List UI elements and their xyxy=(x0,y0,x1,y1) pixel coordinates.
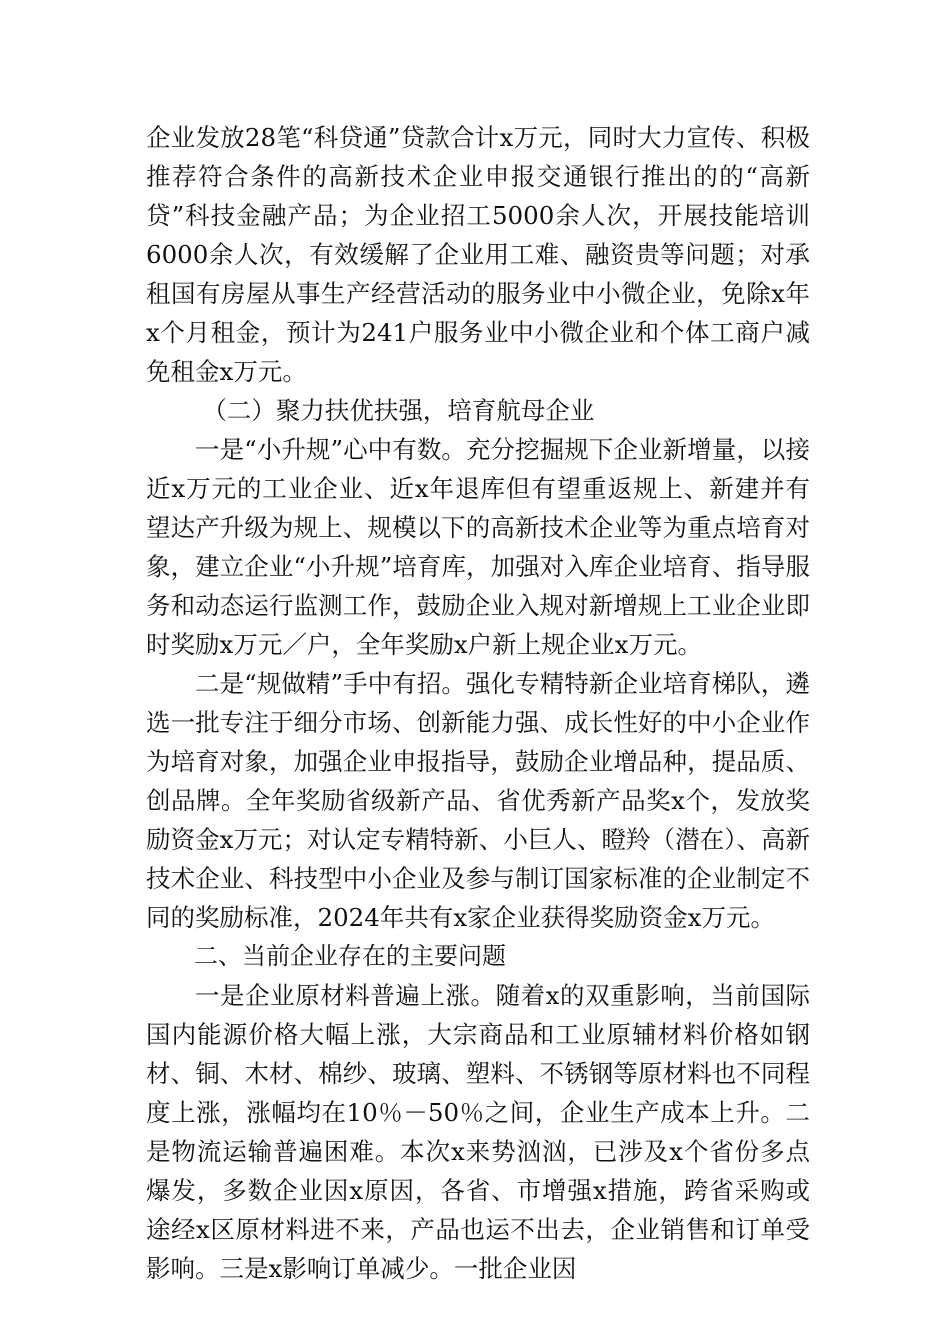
document-body xyxy=(146,118,810,1288)
paragraph-problems: 一是企业原材料普遍上涨。随着x的双重影响，当前国际国内能源价格大幅上涨，大宗商品和工业原辅材料价格如钢材、铜、木材、棉纱、玻璃、塑料、不锈钢等原材料也不同程度上涨，涨幅均在10％－50％之间，企业生产成本上升。二是物流运输普遍困难。本次x来势汹汹，已涉及x个省份多点爆发，多数企业因x原因，各省、市增强x措施，跨省采购或途经x区原材料进不来，产品也运不出去，企业销售和订单受影响。三是x影响订单减少。一批企业因 xyxy=(146,981,810,1283)
paragraph-guizuojing: 二是“规做精”手中有招。强化专精特新企业培育梯队，遴选一批专注于细分市场、创新能力强、成长性好的中小企业作为培育对象，加强企业申报指导，鼓励企业增品种，提品质、创品牌。全年奖励省级新产品、省优秀新产品奖x个，发放奖励资金x万元；对认定专精特新、小巨人、瞪羚（潜在）、高新技术企业、科技型中小企业及参与制订国家标准的企业制定不同的奖励标准，2024年共有x家企业获得奖励资金x万元。 xyxy=(146,669,810,932)
paragraph-continued: 企业发放28笔“科贷通”贷款合计x万元，同时大力宣传、积极推荐符合条件的高新技术企业申报交通银行推出的的“高新贷”科技金融产品；为企业招工5000余人次，开展技能培训6000余人次，有效缓解了企业用工难、融资贵等问题；对承租国有房屋从事生产经营活动的服务业中小微企业，免除x年x个月租金，预计为241户服务业中小微企业和个体工商户减免租金x万元。 xyxy=(146,123,810,386)
section-heading: 二、当前企业存在的主要问题 xyxy=(194,942,506,970)
paragraph-xiaoshenggui: 一是“小升规”心中有数。充分挖掘规下企业新增量，以接近x万元的工业企业、近x年退库但有望重返规上、新建并有望达产升级为规上、规模以下的高新技术企业等为重点培育对象，建立企业“小升规”培育库，加强对入库企业培育、指导服务和动态运行监测工作，鼓励企业入规对新增规上工业企业即时奖励x万元／户，全年奖励x户新上规企业x万元。 xyxy=(146,435,810,659)
section-subheading: （二）聚力扶优扶强，培育航母企业 xyxy=(202,396,595,425)
